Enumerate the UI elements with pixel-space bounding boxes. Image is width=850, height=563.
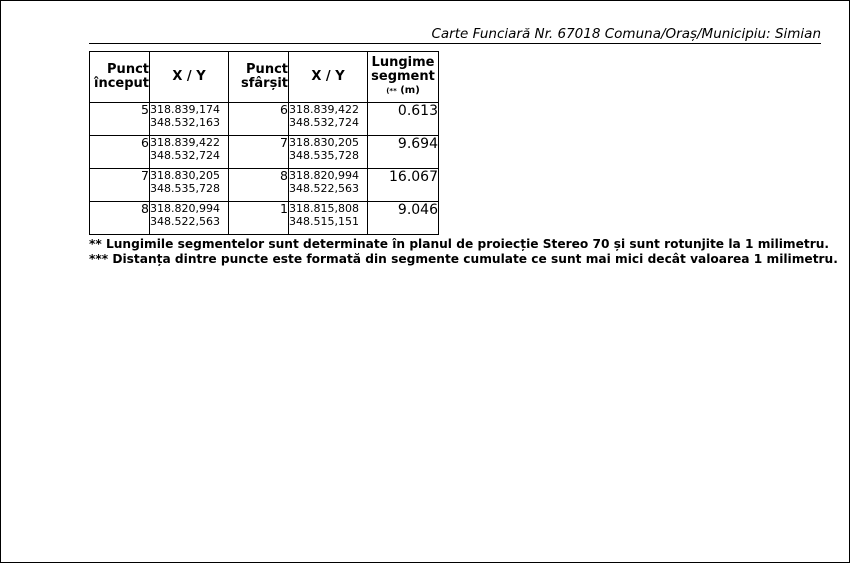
start-point: 7 bbox=[90, 169, 150, 202]
footnotes bbox=[89, 237, 838, 267]
end-coordinates: 318.830,205 348.535,728 bbox=[289, 136, 368, 169]
table-row bbox=[90, 202, 439, 235]
footnote-triple-star: *** Distanța dintre puncte este formată din segmente cumulate ce sunt mai mici decât valoarea 1 milimetru. bbox=[89, 252, 838, 266]
segment-length: 9.694 bbox=[368, 136, 439, 169]
segments-table bbox=[89, 51, 439, 235]
end-coordinates: 318.815,808 348.515,151 bbox=[289, 202, 368, 235]
start-coordinates: 318.830,205 348.535,728 bbox=[150, 169, 229, 202]
start-point: 8 bbox=[90, 202, 150, 235]
end-point: 1 bbox=[229, 202, 289, 235]
header-segment-length: Lungime segment (** (m) bbox=[368, 52, 439, 103]
table-header-row bbox=[90, 52, 439, 103]
segment-length: 9.046 bbox=[368, 202, 439, 235]
header-title: Carte Funciară Nr. 67018 Comuna/Oraș/Municipiu: Simian bbox=[431, 26, 821, 42]
end-point: 7 bbox=[229, 136, 289, 169]
segment-length: 16.067 bbox=[368, 169, 439, 202]
end-point: 6 bbox=[229, 103, 289, 136]
table-row bbox=[90, 169, 439, 202]
start-point: 6 bbox=[90, 136, 150, 169]
table-row bbox=[90, 136, 439, 169]
end-coordinates: 318.839,422 348.532,724 bbox=[289, 103, 368, 136]
page-header bbox=[89, 25, 821, 44]
start-coordinates: 318.820,994 348.522,563 bbox=[150, 202, 229, 235]
segment-length: 0.613 bbox=[368, 103, 439, 136]
header-end-xy: X / Y bbox=[289, 52, 368, 103]
header-start-point: Punct început bbox=[90, 52, 150, 103]
start-coordinates: 318.839,174 348.532,163 bbox=[150, 103, 229, 136]
end-coordinates: 318.820,994 348.522,563 bbox=[289, 169, 368, 202]
footnote-double-star: ** Lungimile segmentelor sunt determinate în planul de proiecție Stereo 70 și sunt rotunjite la 1 milimetru. bbox=[89, 237, 830, 251]
header-start-xy: X / Y bbox=[150, 52, 229, 103]
header-end-point: Punct sfârșit bbox=[229, 52, 289, 103]
start-coordinates: 318.839,422 348.532,724 bbox=[150, 136, 229, 169]
end-point: 8 bbox=[229, 169, 289, 202]
table-row bbox=[90, 103, 439, 136]
start-point: 5 bbox=[90, 103, 150, 136]
